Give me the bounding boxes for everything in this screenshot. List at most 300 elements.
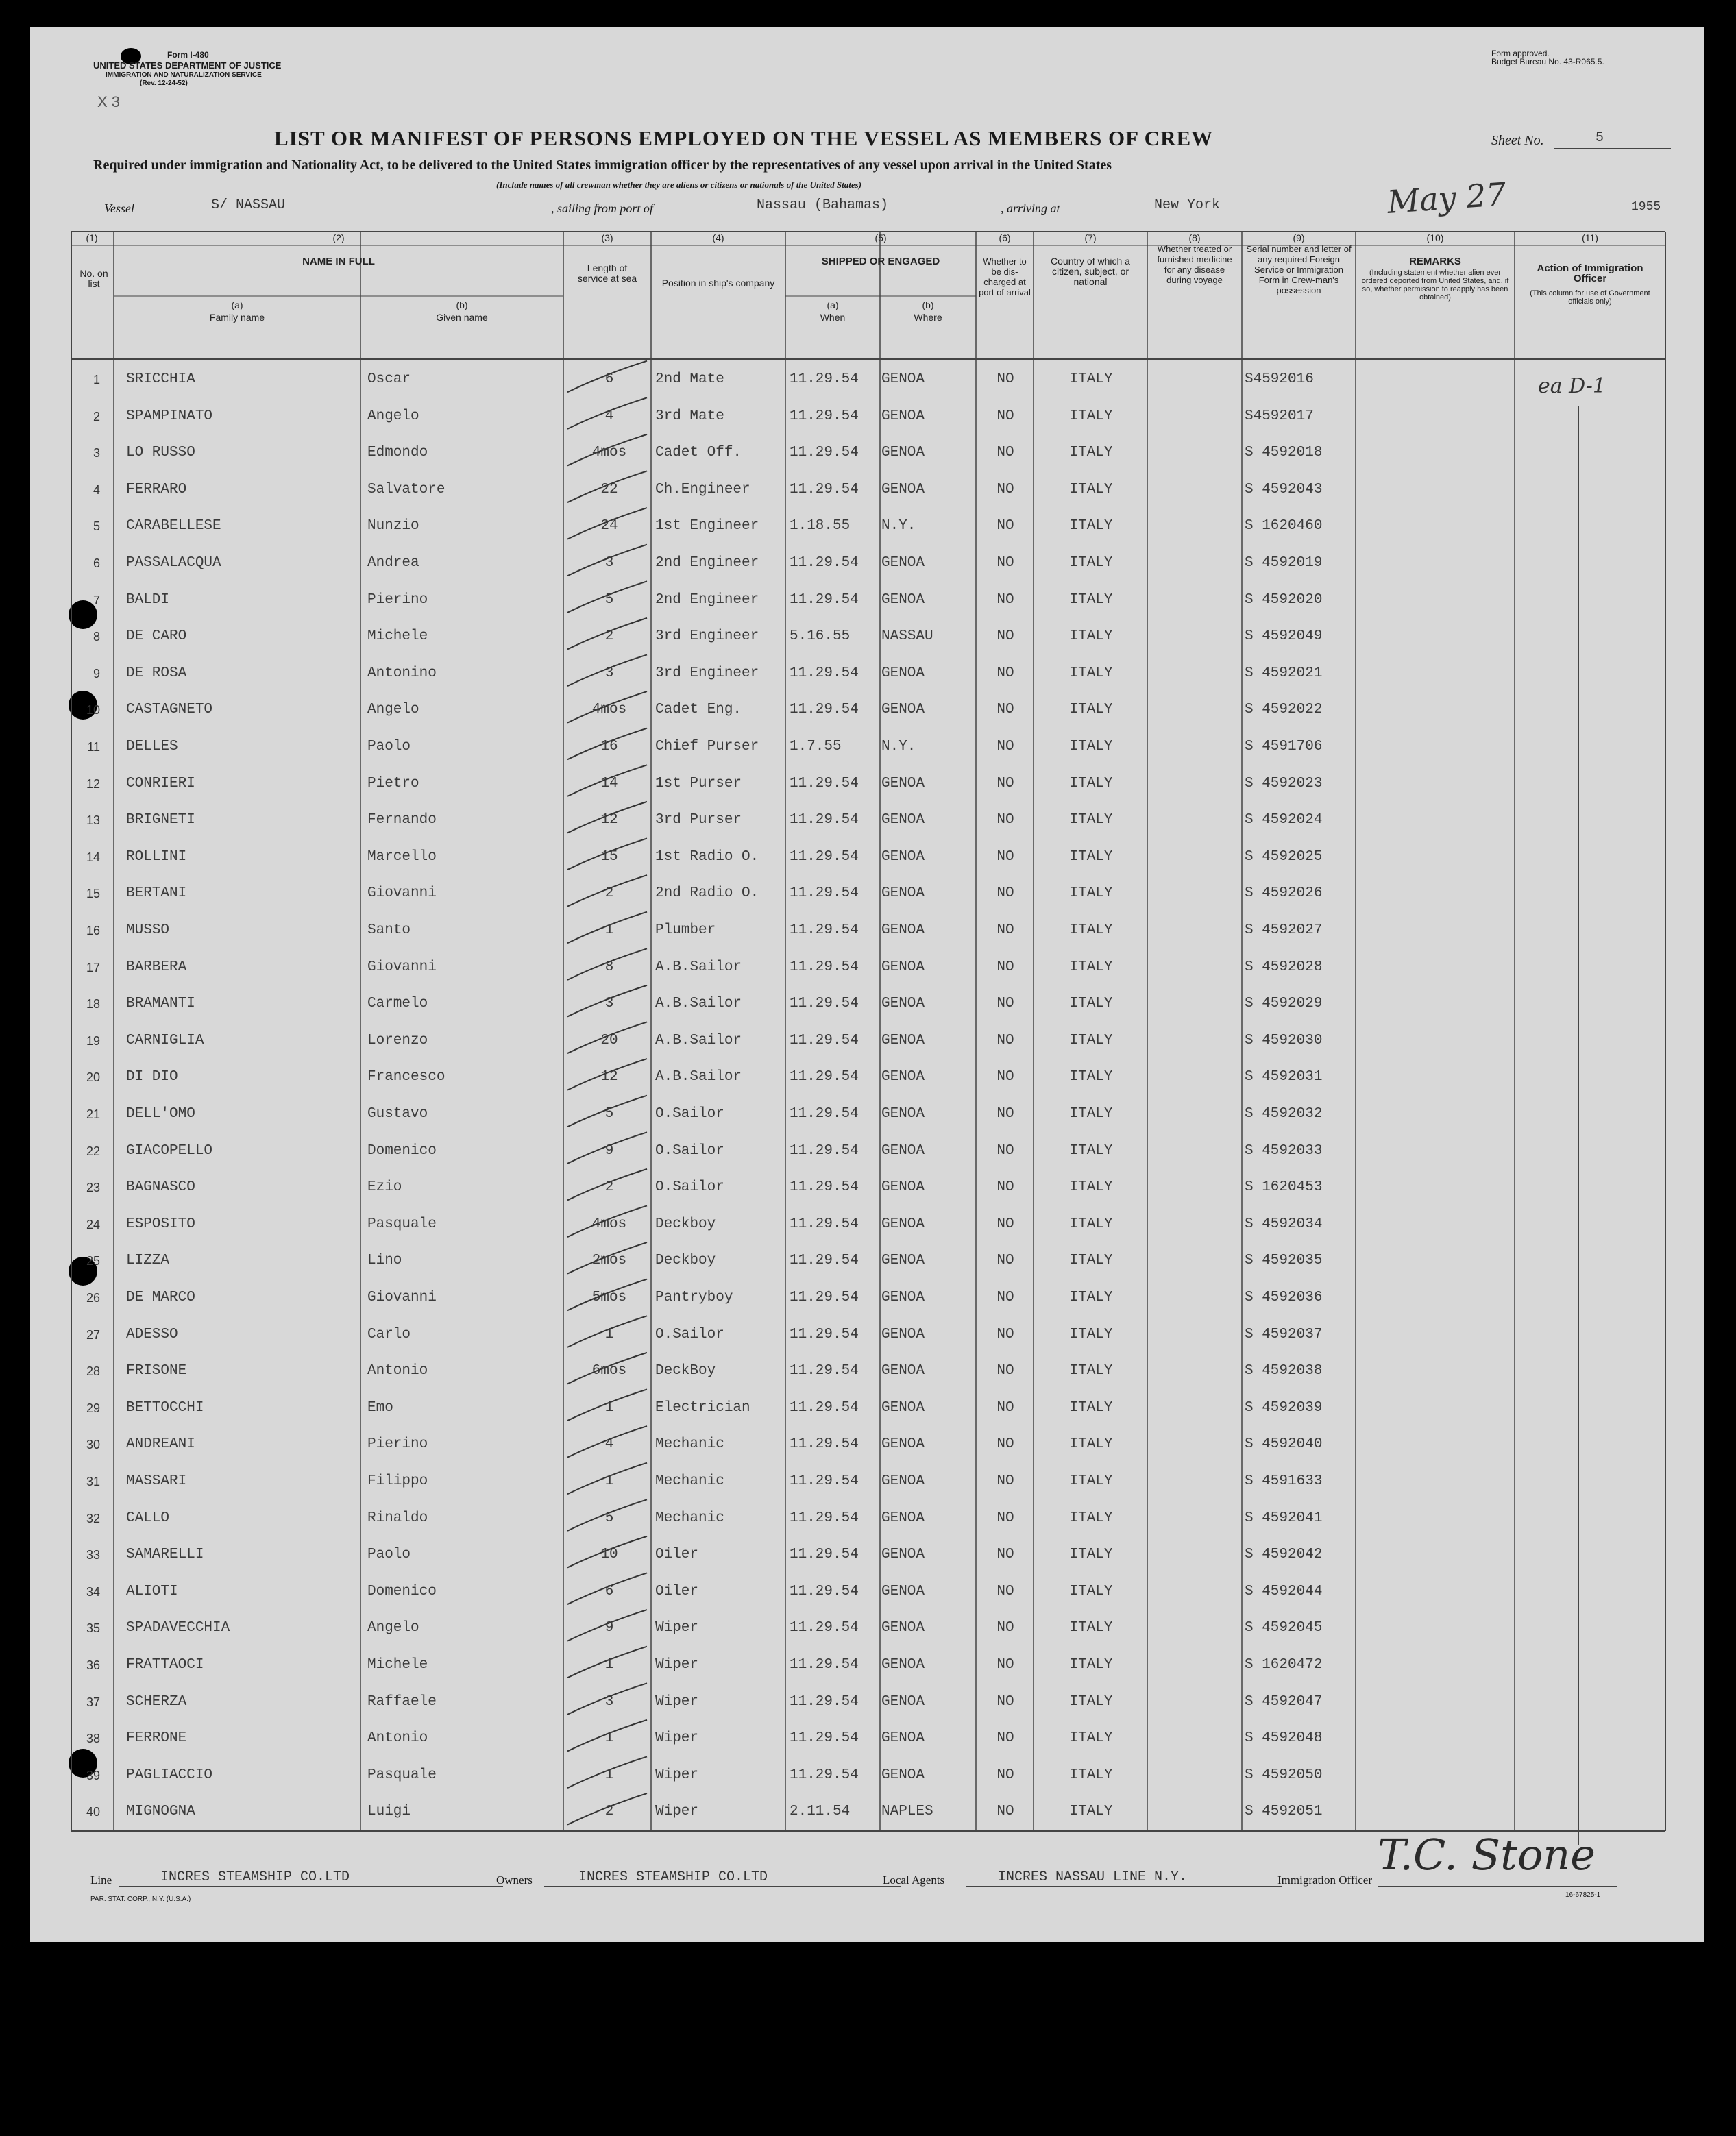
col9-number: (9) — [1293, 232, 1305, 243]
shipped-where: GENOA — [881, 1216, 925, 1232]
shipped-when: 11.29.54 — [790, 996, 859, 1012]
shipped-when: 11.29.54 — [790, 1142, 859, 1159]
service-length: 1 — [604, 1657, 614, 1673]
position: 3rd Purser — [655, 812, 742, 828]
col5a-letter: (a) — [827, 299, 839, 310]
discharge-status: NO — [997, 1436, 1014, 1453]
shipped-when: 11.29.54 — [790, 1106, 859, 1122]
discharge-status: NO — [997, 1804, 1014, 1820]
row-number: 20 — [86, 1070, 100, 1085]
family-name: MASSARI — [126, 1473, 187, 1489]
sheet-number: 5 — [1596, 130, 1604, 146]
shipped-when: 11.29.54 — [790, 1363, 859, 1379]
col11-note: (This column for use of Government officials only) — [1530, 289, 1650, 306]
citizenship: ITALY — [1069, 1326, 1113, 1342]
serial-number: S 4592041 — [1245, 1510, 1323, 1526]
position: 2nd Mate — [655, 371, 724, 387]
position: Electrician — [655, 1399, 750, 1416]
family-name: MUSSO — [126, 922, 170, 938]
serial-number: S 4592051 — [1245, 1804, 1323, 1820]
position: A.B.Sailor — [655, 996, 742, 1012]
service-length: 14 — [600, 775, 618, 791]
serial-number: S 1620460 — [1245, 518, 1323, 535]
row-number: 1 — [93, 373, 100, 386]
citizenship: ITALY — [1069, 1473, 1113, 1489]
position: 1st Radio O. — [655, 848, 759, 865]
family-name: BARBERA — [126, 959, 187, 975]
line-name: INCRES STEAMSHIP CO.LTD — [160, 1869, 350, 1885]
discharge-status: NO — [997, 1399, 1014, 1416]
col5a-header: When — [820, 312, 846, 323]
shipped-where: GENOA — [881, 445, 925, 461]
given-name: Nunzio — [367, 518, 419, 535]
service-length: 4mos — [591, 445, 627, 461]
row-number: 2 — [93, 409, 100, 423]
family-name: SRICCHIA — [126, 371, 195, 387]
col8-number: (8) — [1188, 232, 1201, 243]
serial-number: S 4592039 — [1245, 1399, 1323, 1416]
serial-number: S 4592024 — [1245, 812, 1323, 828]
col6-header: Whether to be dis-charged at port of arrival — [979, 256, 1031, 297]
shipped-where: GENOA — [881, 1583, 925, 1599]
service-length: 1 — [604, 1326, 614, 1342]
shipped-when: 11.29.54 — [790, 1693, 859, 1710]
shipped-when: 11.29.54 — [790, 1473, 859, 1489]
serial-number: S4592016 — [1245, 371, 1314, 387]
service-length: 1 — [604, 1473, 614, 1489]
family-name: BRAMANTI — [126, 996, 195, 1012]
given-name: Domenico — [367, 1142, 437, 1159]
shipped-when: 11.29.54 — [790, 1436, 859, 1453]
given-name: Angelo — [367, 408, 419, 424]
citizenship: ITALY — [1069, 812, 1113, 828]
citizenship: ITALY — [1069, 1547, 1113, 1563]
service-length: 12 — [600, 812, 618, 828]
row-number: 38 — [86, 1732, 100, 1746]
position: DeckBoy — [655, 1363, 716, 1379]
row-number: 26 — [86, 1291, 100, 1305]
row-number: 7 — [93, 593, 100, 607]
service-length: 3 — [604, 996, 614, 1012]
discharge-status: NO — [997, 1693, 1014, 1710]
shipped-when: 11.29.54 — [790, 775, 859, 791]
service-length: 9 — [604, 1620, 614, 1636]
family-name: LIZZA — [126, 1253, 170, 1269]
discharge-status: NO — [997, 775, 1014, 791]
serial-number: S 4592040 — [1245, 1436, 1323, 1453]
position: 2nd Radio O. — [655, 885, 759, 902]
row-number: 35 — [86, 1621, 100, 1636]
shipped-when: 11.29.54 — [790, 1657, 859, 1673]
position: O.Sailor — [655, 1106, 724, 1122]
shipped-where: GENOA — [881, 922, 925, 938]
serial-number: S 4592035 — [1245, 1253, 1323, 1269]
citizenship: ITALY — [1069, 1069, 1113, 1085]
given-name: Salvatore — [367, 481, 445, 498]
subtitle: Required under immigration and Nationality Act, to be delivered to the United States immigration officer by the representatives of any vessel upon arrival in the United States — [93, 158, 1112, 173]
discharge-status: NO — [997, 702, 1014, 718]
service-length: 5mos — [591, 1290, 627, 1305]
discharge-status: NO — [997, 1216, 1014, 1232]
sheet-label: Sheet No. — [1491, 133, 1544, 148]
given-name: Emo — [367, 1399, 393, 1416]
discharge-status: NO — [997, 628, 1014, 645]
row-number: 10 — [86, 703, 100, 717]
form-approved: Form approved. — [1491, 49, 1550, 58]
serial-number: S 4592026 — [1245, 885, 1323, 902]
citizenship: ITALY — [1069, 1657, 1113, 1673]
shipped-when: 11.29.54 — [790, 812, 859, 828]
service-length: 2mos — [591, 1253, 627, 1269]
officer-mark-line — [1578, 406, 1579, 1845]
citizenship: ITALY — [1069, 922, 1113, 938]
officer-signature: T.C. Stone — [1378, 1830, 1596, 1880]
service-length: 4mos — [591, 702, 627, 718]
service-length: 5 — [604, 1510, 614, 1526]
serial-number: S 4592037 — [1245, 1326, 1323, 1342]
officer-label: Immigration Officer — [1277, 1874, 1373, 1887]
discharge-status: NO — [997, 996, 1014, 1012]
service-length: 9 — [604, 1142, 614, 1159]
discharge-status: NO — [997, 1326, 1014, 1342]
citizenship: ITALY — [1069, 702, 1113, 718]
serial-number: S 4592020 — [1245, 591, 1323, 608]
serial-number: S 4592047 — [1245, 1693, 1323, 1710]
row-number: 8 — [93, 630, 100, 644]
shipped-where: GENOA — [881, 1547, 925, 1563]
family-name: FERRARO — [126, 481, 187, 498]
serial-number: S 4592048 — [1245, 1730, 1323, 1747]
sailing-label: , sailing from port of — [551, 201, 653, 215]
discharge-status: NO — [997, 1253, 1014, 1269]
serial-number: S 4592050 — [1245, 1767, 1323, 1783]
citizenship: ITALY — [1069, 1436, 1113, 1453]
citizenship: ITALY — [1069, 591, 1113, 608]
family-name: GIACOPELLO — [126, 1142, 213, 1159]
shipped-when: 11.29.54 — [790, 371, 859, 387]
position: Wiper — [655, 1620, 699, 1636]
row-number: 9 — [93, 666, 100, 680]
row-number: 4 — [93, 482, 100, 497]
position: 2nd Engineer — [655, 555, 759, 571]
serial-number: S4592017 — [1245, 408, 1314, 424]
position: Cadet Eng. — [655, 702, 742, 718]
family-name: DELL'OMO — [126, 1106, 195, 1122]
given-name: Pasquale — [367, 1216, 437, 1232]
row-number: 12 — [86, 776, 100, 791]
service-length: 5 — [604, 591, 614, 608]
family-name: PASSALACQUA — [126, 555, 221, 571]
shipped-where: GENOA — [881, 1106, 925, 1122]
row-number: 21 — [86, 1107, 100, 1121]
given-name: Michele — [367, 628, 428, 645]
serial-number: S 4592038 — [1245, 1363, 1323, 1379]
citizenship: ITALY — [1069, 1032, 1113, 1048]
family-name: CARABELLESE — [126, 518, 221, 535]
service-length: 3 — [604, 665, 614, 681]
position: Wiper — [655, 1730, 699, 1747]
discharge-status: NO — [997, 885, 1014, 902]
given-name: Paolo — [367, 739, 411, 754]
position: 1st Purser — [655, 775, 742, 791]
citizenship: ITALY — [1069, 1510, 1113, 1526]
service-length: 1 — [604, 1730, 614, 1747]
col9-header: Serial number and letter of any required Foreign Service or Immigration Form in Crew-man's possession — [1246, 244, 1352, 295]
shipped-where: GENOA — [881, 812, 925, 828]
agents-name: INCRES NASSAU LINE N.Y. — [998, 1869, 1188, 1885]
owners-label: Owners — [496, 1874, 533, 1887]
discharge-status: NO — [997, 1620, 1014, 1636]
row-number: 13 — [86, 813, 100, 828]
position: 3rd Engineer — [655, 665, 759, 681]
citizenship: ITALY — [1069, 1583, 1113, 1599]
serial-number: S 4592044 — [1245, 1583, 1323, 1599]
discharge-status: NO — [997, 922, 1014, 938]
shipped-when: 11.29.54 — [790, 1290, 859, 1305]
shipped-where: GENOA — [881, 1510, 925, 1526]
shipped-when: 11.29.54 — [790, 1326, 859, 1342]
family-name: BRIGNETI — [126, 812, 195, 828]
row-number: 16 — [86, 924, 100, 937]
family-name: DE CARO — [126, 628, 187, 645]
given-name: Santo — [367, 922, 411, 938]
family-name: DE MARCO — [126, 1290, 195, 1305]
col5b-letter: (b) — [922, 299, 934, 310]
service-length: 2 — [604, 1179, 614, 1196]
shipped-when: 11.29.54 — [790, 591, 859, 608]
given-name: Fernando — [367, 812, 437, 828]
shipped-where: NASSAU — [881, 628, 933, 645]
service-length: 22 — [600, 481, 618, 498]
col2a-header: Family name — [209, 312, 265, 323]
vessel-name: S/ NASSAU — [211, 197, 286, 213]
serial-number: S 4592033 — [1245, 1142, 1323, 1159]
citizenship: ITALY — [1069, 555, 1113, 571]
shipped-where: GENOA — [881, 1657, 925, 1673]
family-name: CALLO — [126, 1510, 170, 1526]
given-name: Lorenzo — [367, 1032, 428, 1048]
citizenship: ITALY — [1069, 1106, 1113, 1122]
shipped-when: 11.29.54 — [790, 1730, 859, 1747]
shipped-where: N.Y. — [881, 739, 916, 754]
row-number: 23 — [86, 1181, 100, 1195]
family-name: ALIOTI — [126, 1583, 178, 1599]
serial-number: S 4592029 — [1245, 996, 1323, 1012]
shipped-when: 11.29.54 — [790, 922, 859, 938]
row-number: 29 — [86, 1401, 100, 1415]
citizenship: ITALY — [1069, 1767, 1113, 1783]
family-name: LO RUSSO — [126, 445, 195, 461]
service-length: 4 — [604, 408, 614, 424]
row-number: 31 — [86, 1475, 100, 1488]
given-name: Oscar — [367, 371, 411, 387]
row-number: 11 — [87, 740, 100, 754]
position: O.Sailor — [655, 1142, 724, 1159]
row-number: 30 — [86, 1438, 100, 1452]
service-length: 6mos — [591, 1363, 627, 1379]
row-number: 22 — [86, 1144, 100, 1158]
citizenship: ITALY — [1069, 1620, 1113, 1636]
position: Cadet Off. — [655, 445, 742, 461]
service-length: 16 — [600, 739, 618, 754]
service-length: 6 — [604, 1583, 614, 1599]
subtitle-note: (Include names of all crewman whether they are aliens or citizens or nationals of the United States) — [496, 180, 862, 190]
position: 3rd Mate — [655, 408, 724, 424]
position: Chief Purser — [655, 739, 759, 754]
given-name: Angelo — [367, 702, 419, 718]
position: Deckboy — [655, 1216, 716, 1232]
page-title: LIST OR MANIFEST OF PERSONS EMPLOYED ON THE VESSEL AS MEMBERS OF CREW — [274, 126, 1214, 150]
position: Deckboy — [655, 1253, 716, 1269]
row-number: 34 — [86, 1584, 100, 1599]
row-number: 14 — [86, 850, 100, 864]
given-name: Andrea — [367, 555, 419, 571]
shipped-when: 5.16.55 — [790, 628, 851, 645]
discharge-status: NO — [997, 555, 1014, 571]
citizenship: ITALY — [1069, 1290, 1113, 1305]
row-number: 6 — [93, 556, 100, 570]
discharge-status: NO — [997, 518, 1014, 535]
col3-number: (3) — [601, 232, 613, 243]
citizenship: ITALY — [1069, 371, 1113, 387]
service-length: 4 — [604, 1436, 614, 1453]
shipped-where: GENOA — [881, 1730, 925, 1747]
shipped-when: 11.29.54 — [790, 1767, 859, 1783]
position: Mechanic — [655, 1436, 724, 1453]
shipped-when: 11.29.54 — [790, 1399, 859, 1416]
shipped-where: GENOA — [881, 591, 925, 608]
col4-header: Position in ship's company — [661, 278, 775, 289]
col3-header: Length of service at sea — [577, 262, 637, 284]
serial-number: S 4592028 — [1245, 959, 1323, 975]
family-name: FRISONE — [126, 1363, 187, 1379]
service-length: 1 — [604, 1767, 614, 1783]
serial-number: S 4592030 — [1245, 1032, 1323, 1048]
shipped-where: GENOA — [881, 1253, 925, 1269]
shipped-where: GENOA — [881, 848, 925, 865]
form-code: 16-67825-1 — [1565, 1891, 1601, 1899]
serial-number: S 4592025 — [1245, 848, 1323, 865]
row-number: 28 — [86, 1364, 100, 1379]
given-name: Giovanni — [367, 959, 437, 975]
citizenship: ITALY — [1069, 1693, 1113, 1710]
given-name: Francesco — [367, 1069, 445, 1085]
discharge-status: NO — [997, 812, 1014, 828]
discharge-status: NO — [997, 1363, 1014, 1379]
row-number: 36 — [86, 1658, 100, 1672]
position: Oiler — [655, 1547, 699, 1563]
family-name: CONRIERI — [126, 775, 195, 791]
shipped-where: GENOA — [881, 1032, 925, 1048]
port-of-departure: Nassau (Bahamas) — [757, 197, 889, 213]
service-length: 2 — [604, 628, 614, 645]
service-length: 2 — [604, 1804, 614, 1820]
row-number: 32 — [86, 1511, 100, 1525]
given-name: Domenico — [367, 1583, 437, 1599]
position: 2nd Engineer — [655, 591, 759, 608]
family-name: SPAMPINATO — [126, 408, 213, 424]
discharge-status: NO — [997, 1473, 1014, 1489]
position: Oiler — [655, 1583, 699, 1599]
shipped-when: 11.29.54 — [790, 885, 859, 902]
discharge-status: NO — [997, 1510, 1014, 1526]
position: Wiper — [655, 1804, 699, 1820]
citizenship: ITALY — [1069, 1142, 1113, 1159]
service-length: 3 — [604, 1693, 614, 1710]
col4-number: (4) — [712, 232, 724, 243]
position: A.B.Sailor — [655, 959, 742, 975]
citizenship: ITALY — [1069, 628, 1113, 645]
position: Pantryboy — [655, 1290, 733, 1305]
col11-number: (11) — [1582, 232, 1598, 243]
shipped-where: GENOA — [881, 1363, 925, 1379]
shipped-where: GENOA — [881, 885, 925, 902]
position: O.Sailor — [655, 1326, 724, 1342]
serial-number: S 4592031 — [1245, 1069, 1323, 1085]
discharge-status: NO — [997, 959, 1014, 975]
row-number: 3 — [93, 446, 100, 461]
position: Mechanic — [655, 1473, 724, 1489]
given-name: Carmelo — [367, 996, 428, 1012]
col10-header: REMARKS — [1409, 256, 1461, 267]
position: Mechanic — [655, 1510, 724, 1526]
given-name: Edmondo — [367, 445, 428, 461]
given-name: Pierino — [367, 591, 428, 608]
discharge-status: NO — [997, 1290, 1014, 1305]
given-name: Pietro — [367, 775, 419, 791]
given-name: Carlo — [367, 1326, 411, 1342]
service-length: 1 — [604, 1399, 614, 1416]
col7-number: (7) — [1084, 232, 1097, 243]
position: Wiper — [655, 1693, 699, 1710]
shipped-when: 11.29.54 — [790, 848, 859, 865]
col1-header: No. on list — [80, 268, 108, 289]
given-name: Paolo — [367, 1547, 411, 1563]
corner-mark: X 3 — [97, 93, 121, 110]
arriving-label: , arriving at — [1001, 201, 1060, 215]
family-name: BAGNASCO — [126, 1179, 195, 1196]
position: Wiper — [655, 1657, 699, 1673]
col7-header: Country of which a citizen, subject, or national — [1051, 256, 1130, 287]
col2b-letter: (b) — [456, 299, 468, 310]
col5b-header: Where — [914, 312, 942, 323]
shipped-where: GENOA — [881, 1142, 925, 1159]
vessel-label: Vessel — [104, 201, 134, 215]
row-number: 33 — [86, 1548, 100, 1562]
shipped-when: 11.29.54 — [790, 555, 859, 571]
given-name: Lino — [367, 1253, 402, 1269]
shipped-where: GENOA — [881, 408, 925, 424]
serial-number: S 4591706 — [1245, 739, 1323, 754]
budget-bureau: Budget Bureau No. 43-R065.5. — [1491, 57, 1604, 66]
row-number: 37 — [86, 1695, 100, 1709]
citizenship: ITALY — [1069, 408, 1113, 424]
discharge-status: NO — [997, 591, 1014, 608]
serial-number: S 4591633 — [1245, 1473, 1323, 1489]
service-length: 6 — [604, 371, 614, 387]
discharge-status: NO — [997, 1069, 1014, 1085]
row-number: 40 — [86, 1805, 100, 1819]
discharge-status: NO — [997, 1142, 1014, 1159]
family-name: FERRONE — [126, 1730, 187, 1747]
family-name: DI DIO — [126, 1069, 178, 1085]
shipped-when: 11.29.54 — [790, 1032, 859, 1048]
citizenship: ITALY — [1069, 665, 1113, 681]
family-name: SAMARELLI — [126, 1547, 204, 1563]
serial-number: S 4592032 — [1245, 1106, 1323, 1122]
position: A.B.Sailor — [655, 1032, 742, 1048]
citizenship: ITALY — [1069, 518, 1113, 535]
